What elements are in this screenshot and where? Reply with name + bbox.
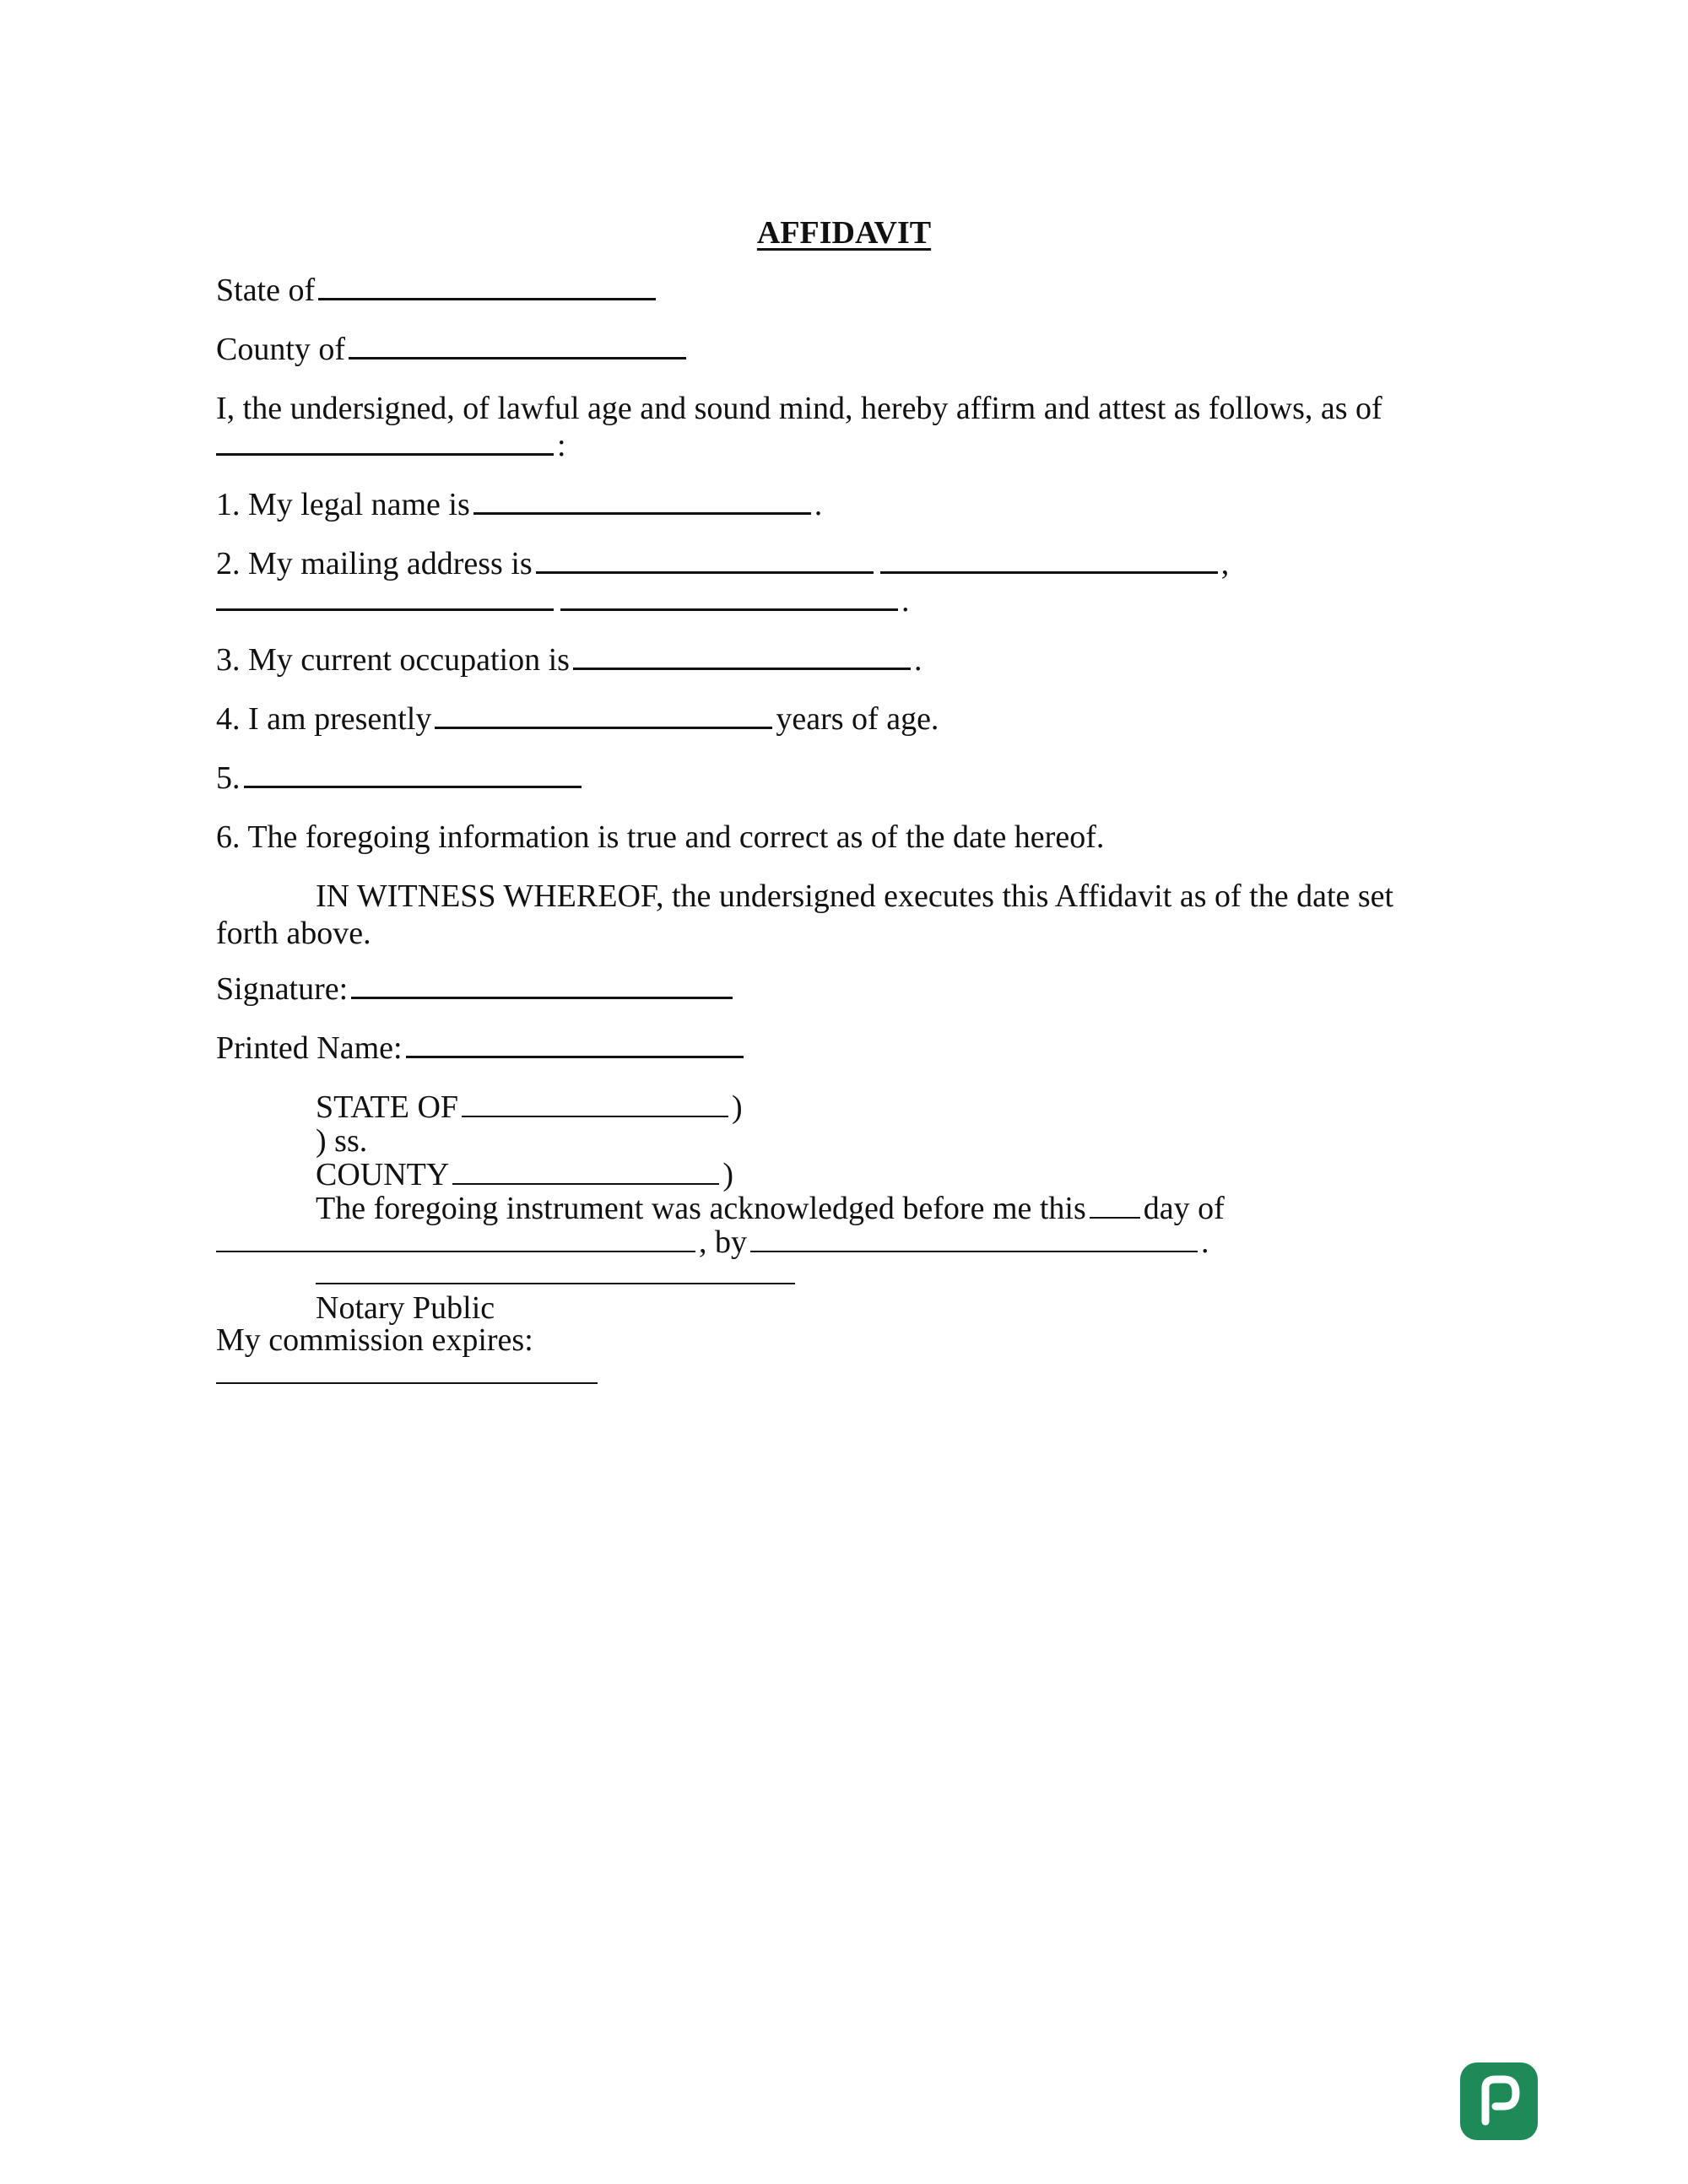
item-5 <box>216 760 585 797</box>
as-of-date-blank[interactable] <box>216 428 554 456</box>
printed-name-line <box>216 1030 747 1067</box>
witness-line-1: IN WITNESS WHEREOF, the undersigned executes this Affidavit as of the date set <box>316 878 1394 914</box>
intro-text: I, the undersigned, of lawful age and sound mind, hereby affirm and attest as follows, as of <box>216 391 1382 426</box>
item-4-suffix: years of age. <box>776 701 939 737</box>
item-4 <box>216 700 939 738</box>
signature-line <box>216 970 736 1008</box>
legal-name-blank[interactable] <box>473 487 811 515</box>
ack-text: The foregoing instrument was acknowledged before me this <box>316 1191 1086 1226</box>
state-line <box>216 272 659 309</box>
item-4-label: 4. I am presently <box>216 701 432 737</box>
item-2-continued: . <box>216 582 910 619</box>
item-1: 1. My legal name is . <box>216 487 823 522</box>
signature-blank[interactable] <box>351 971 733 999</box>
notary-public-label: Notary Public <box>316 1290 495 1326</box>
notary-county-blank[interactable] <box>452 1158 719 1185</box>
ack-person-blank[interactable] <box>750 1225 1198 1252</box>
item-5-blank[interactable] <box>244 760 582 788</box>
notary-county-label: COUNTY <box>316 1157 450 1192</box>
acknowledgment-line-2: , by . <box>216 1224 1209 1261</box>
item-6: 6. The foregoing information is true and correct as of the date hereof. <box>216 819 1105 855</box>
notary-ss: ) ss. <box>316 1123 368 1159</box>
commission-blank[interactable] <box>216 1357 598 1384</box>
state-label: State of <box>216 273 316 308</box>
p-logo-icon <box>1460 2062 1538 2140</box>
notary-county-line: COUNTY ) <box>316 1157 733 1192</box>
county-blank[interactable] <box>349 332 686 359</box>
item-2-label: 2. My mailing address is <box>216 546 533 581</box>
notary-state-line: STATE OF ) <box>316 1089 743 1125</box>
notary-state-blank[interactable] <box>462 1090 728 1117</box>
state-blank[interactable] <box>318 273 656 300</box>
acknowledgment-line <box>316 1190 1225 1227</box>
notary-state-label: STATE OF <box>316 1089 459 1125</box>
address-blank-4[interactable] <box>560 583 898 611</box>
county-label: County of <box>216 332 346 367</box>
ack-day-of: day of <box>1143 1191 1225 1226</box>
signature-label: Signature: <box>216 971 349 1007</box>
item-1-label: 1. My legal name is <box>216 487 470 522</box>
ack-by: , by <box>699 1224 747 1260</box>
occupation-blank[interactable] <box>573 642 911 670</box>
address-blank-1[interactable] <box>536 546 874 574</box>
notary-signature-line <box>316 1256 798 1293</box>
item-3-label: 3. My current occupation is <box>216 642 570 678</box>
county-line <box>216 331 690 368</box>
intro-date-line <box>216 427 566 464</box>
item-2: 2. My mailing address is , <box>216 546 1230 581</box>
document-title: AFFIDAVIT <box>756 215 932 251</box>
item-3: 3. My current occupation is . <box>216 642 922 678</box>
printed-name-blank[interactable] <box>406 1030 744 1058</box>
commission-label: My commission expires: <box>216 1322 533 1358</box>
printed-name-label: Printed Name: <box>216 1030 403 1066</box>
address-blank-2[interactable] <box>880 546 1218 574</box>
notary-signature-blank[interactable] <box>316 1257 795 1284</box>
commission-line <box>216 1355 601 1392</box>
age-blank[interactable] <box>435 701 772 729</box>
item-5-label: 5. <box>216 760 241 796</box>
address-blank-3[interactable] <box>216 583 554 611</box>
ack-day-blank[interactable] <box>1090 1192 1140 1219</box>
witness-line-2: forth above. <box>216 916 371 951</box>
ack-month-blank[interactable] <box>216 1225 695 1252</box>
intro-colon: : <box>557 428 566 463</box>
